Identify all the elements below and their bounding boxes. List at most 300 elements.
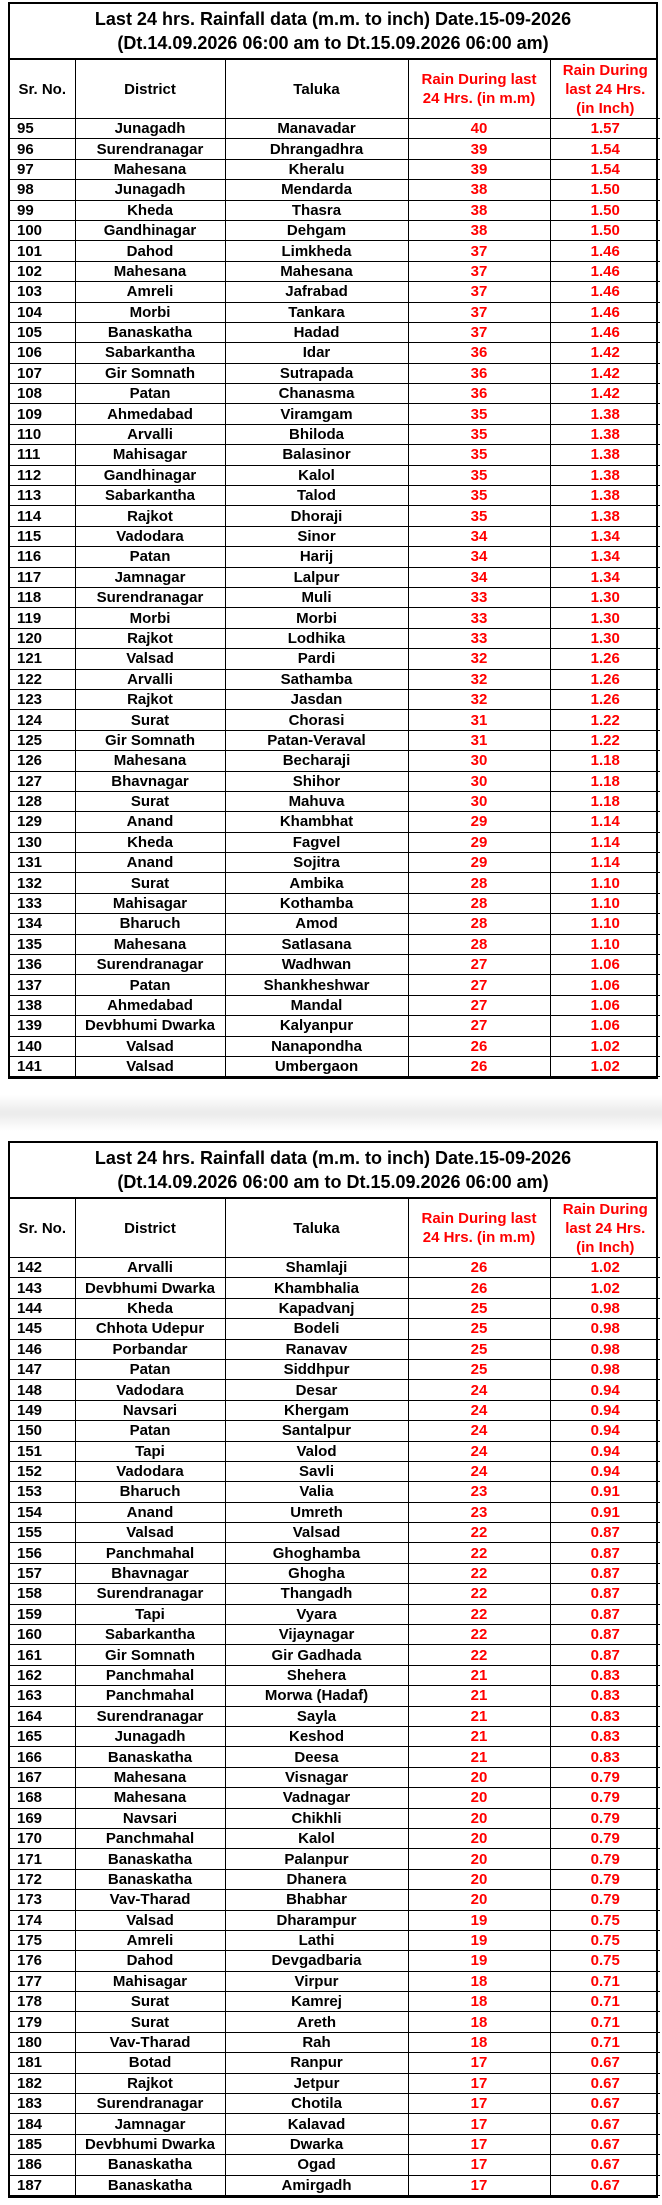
table-row xyxy=(10,1910,660,1930)
header-district: District xyxy=(75,1199,225,1258)
cell-district: Sabarkantha xyxy=(75,343,225,363)
table-row xyxy=(10,1056,660,1076)
cell-sr-no: 164 xyxy=(10,1706,75,1726)
cell-district: Banaskatha xyxy=(75,322,225,342)
table-row xyxy=(10,730,660,750)
cell-rain-mm: 37 xyxy=(408,322,550,342)
cell-sr-no: 160 xyxy=(10,1625,75,1645)
cell-rain-inch: 1.26 xyxy=(550,669,660,689)
cell-district: Surendranagar xyxy=(75,2094,225,2114)
table-row xyxy=(10,1665,660,1685)
cell-district: Panchmahal xyxy=(75,1665,225,1685)
cell-district: Vav-Tharad xyxy=(75,2032,225,2052)
cell-sr-no: 134 xyxy=(10,914,75,934)
cell-rain-inch: 1.10 xyxy=(550,893,660,913)
cell-sr-no: 147 xyxy=(10,1359,75,1379)
table-row xyxy=(10,1767,660,1787)
cell-rain-mm: 20 xyxy=(408,1788,550,1808)
cell-district: Panchmahal xyxy=(75,1543,225,1563)
cell-rain-mm: 27 xyxy=(408,1016,550,1036)
cell-taluka: Ogad xyxy=(225,2155,408,2175)
cell-sr-no: 171 xyxy=(10,1849,75,1869)
cell-district: Valsad xyxy=(75,1056,225,1076)
cell-sr-no: 120 xyxy=(10,628,75,648)
cell-rain-inch: 1.06 xyxy=(550,1016,660,1036)
cell-rain-mm: 30 xyxy=(408,751,550,771)
cell-sr-no: 179 xyxy=(10,2012,75,2032)
cell-sr-no: 114 xyxy=(10,506,75,526)
cell-rain-mm: 24 xyxy=(408,1461,550,1481)
cell-rain-inch: 1.34 xyxy=(550,547,660,567)
cell-rain-mm: 24 xyxy=(408,1441,550,1461)
cell-rain-inch: 1.54 xyxy=(550,139,660,159)
cell-taluka: Manavadar xyxy=(225,119,408,139)
table-row xyxy=(10,2094,660,2114)
cell-rain-inch: 0.94 xyxy=(550,1441,660,1461)
cell-rain-inch: 0.87 xyxy=(550,1563,660,1583)
report-title xyxy=(10,1143,656,1199)
cell-district: Anand xyxy=(75,853,225,873)
cell-taluka: Fagvel xyxy=(225,832,408,852)
table-row xyxy=(10,853,660,873)
cell-sr-no: 183 xyxy=(10,2094,75,2114)
cell-taluka: Kalavad xyxy=(225,2114,408,2134)
cell-rain-mm: 18 xyxy=(408,2032,550,2052)
header-sr-no: Sr. No. xyxy=(10,60,75,119)
cell-taluka: Khambhat xyxy=(225,812,408,832)
cell-rain-mm: 19 xyxy=(408,1951,550,1971)
cell-rain-inch: 0.83 xyxy=(550,1665,660,1685)
cell-rain-inch: 0.79 xyxy=(550,1828,660,1848)
cell-district: Banaskatha xyxy=(75,2175,225,2195)
table-row xyxy=(10,261,660,281)
table-row xyxy=(10,241,660,261)
cell-taluka: Idar xyxy=(225,343,408,363)
cell-rain-mm: 17 xyxy=(408,2175,550,2195)
cell-rain-inch: 0.87 xyxy=(550,1523,660,1543)
cell-sr-no: 180 xyxy=(10,2032,75,2052)
cell-district: Mahesana xyxy=(75,1788,225,1808)
cell-rain-inch: 1.42 xyxy=(550,343,660,363)
cell-taluka: Shehera xyxy=(225,1665,408,1685)
cell-district: Surendranagar xyxy=(75,955,225,975)
cell-rain-inch: 0.91 xyxy=(550,1502,660,1522)
rainfall-sheet-page-1 xyxy=(8,2,658,1079)
cell-rain-mm: 18 xyxy=(408,1992,550,2012)
cell-district: Vadodara xyxy=(75,526,225,546)
cell-sr-no: 161 xyxy=(10,1645,75,1665)
cell-district: Mahesana xyxy=(75,751,225,771)
table-row xyxy=(10,669,660,689)
table-row xyxy=(10,2134,660,2154)
table-row xyxy=(10,1016,660,1036)
cell-rain-inch: 0.79 xyxy=(550,1869,660,1889)
table-row xyxy=(10,424,660,444)
cell-rain-mm: 28 xyxy=(408,934,550,954)
cell-sr-no: 128 xyxy=(10,791,75,811)
table-row xyxy=(10,1625,660,1645)
cell-sr-no: 140 xyxy=(10,1036,75,1056)
cell-district: Arvalli xyxy=(75,424,225,444)
cell-rain-inch: 1.30 xyxy=(550,587,660,607)
cell-rain-mm: 22 xyxy=(408,1523,550,1543)
table-row xyxy=(10,1971,660,1991)
table-row xyxy=(10,1258,660,1278)
cell-rain-mm: 26 xyxy=(408,1278,550,1298)
cell-rain-mm: 20 xyxy=(408,1808,550,1828)
cell-sr-no: 99 xyxy=(10,200,75,220)
cell-taluka: Vadnagar xyxy=(225,1788,408,1808)
cell-sr-no: 168 xyxy=(10,1788,75,1808)
cell-district: Morbi xyxy=(75,302,225,322)
cell-sr-no: 167 xyxy=(10,1767,75,1787)
cell-sr-no: 131 xyxy=(10,853,75,873)
cell-district: Rajkot xyxy=(75,2073,225,2093)
cell-taluka: Chorasi xyxy=(225,710,408,730)
cell-rain-inch: 1.02 xyxy=(550,1258,660,1278)
cell-taluka: Dharampur xyxy=(225,1910,408,1930)
table-row xyxy=(10,587,660,607)
cell-taluka: Satlasana xyxy=(225,934,408,954)
cell-sr-no: 101 xyxy=(10,241,75,261)
cell-sr-no: 152 xyxy=(10,1461,75,1481)
cell-rain-mm: 23 xyxy=(408,1482,550,1502)
cell-rain-mm: 38 xyxy=(408,200,550,220)
cell-sr-no: 143 xyxy=(10,1278,75,1298)
cell-sr-no: 109 xyxy=(10,404,75,424)
cell-rain-inch: 1.46 xyxy=(550,282,660,302)
cell-sr-no: 157 xyxy=(10,1563,75,1583)
cell-rain-mm: 33 xyxy=(408,628,550,648)
cell-rain-inch: 1.22 xyxy=(550,730,660,750)
cell-taluka: Bhabhar xyxy=(225,1890,408,1910)
cell-taluka: Sutrapada xyxy=(225,363,408,383)
cell-taluka: Ranpur xyxy=(225,2053,408,2073)
header-district: District xyxy=(75,60,225,119)
cell-taluka: Palanpur xyxy=(225,1849,408,1869)
cell-sr-no: 176 xyxy=(10,1951,75,1971)
cell-taluka: Kalol xyxy=(225,1828,408,1848)
cell-district: Ahmedabad xyxy=(75,404,225,424)
table-row xyxy=(10,506,660,526)
cell-rain-inch: 1.46 xyxy=(550,261,660,281)
table-row xyxy=(10,282,660,302)
cell-sr-no: 137 xyxy=(10,975,75,995)
cell-sr-no: 133 xyxy=(10,893,75,913)
cell-taluka: Siddhpur xyxy=(225,1359,408,1379)
cell-district: Patan xyxy=(75,1359,225,1379)
table-row xyxy=(10,751,660,771)
cell-district: Rajkot xyxy=(75,628,225,648)
cell-rain-inch: 0.67 xyxy=(550,2155,660,2175)
cell-rain-mm: 29 xyxy=(408,812,550,832)
cell-sr-no: 130 xyxy=(10,832,75,852)
cell-taluka: Jafrabad xyxy=(225,282,408,302)
cell-sr-no: 136 xyxy=(10,955,75,975)
table-row xyxy=(10,914,660,934)
cell-sr-no: 166 xyxy=(10,1747,75,1767)
cell-rain-mm: 19 xyxy=(408,1910,550,1930)
cell-taluka: Dhanera xyxy=(225,1869,408,1889)
cell-rain-inch: 0.94 xyxy=(550,1400,660,1420)
cell-rain-inch: 0.94 xyxy=(550,1421,660,1441)
cell-taluka: Valsad xyxy=(225,1523,408,1543)
cell-sr-no: 170 xyxy=(10,1828,75,1848)
cell-district: Bharuch xyxy=(75,914,225,934)
cell-rain-inch: 1.14 xyxy=(550,853,660,873)
cell-district: Patan xyxy=(75,384,225,404)
cell-sr-no: 151 xyxy=(10,1441,75,1461)
cell-rain-inch: 0.71 xyxy=(550,2032,660,2052)
cell-taluka: Kothamba xyxy=(225,893,408,913)
cell-sr-no: 103 xyxy=(10,282,75,302)
cell-district: Banaskatha xyxy=(75,2155,225,2175)
table-row xyxy=(10,2073,660,2093)
cell-taluka: Mahesana xyxy=(225,261,408,281)
cell-rain-inch: 1.46 xyxy=(550,322,660,342)
table-row xyxy=(10,955,660,975)
cell-sr-no: 175 xyxy=(10,1930,75,1950)
cell-rain-mm: 22 xyxy=(408,1625,550,1645)
cell-taluka: Chanasma xyxy=(225,384,408,404)
cell-rain-mm: 26 xyxy=(408,1258,550,1278)
table-row xyxy=(10,2155,660,2175)
cell-taluka: Mendarda xyxy=(225,180,408,200)
table-row xyxy=(10,1421,660,1441)
cell-rain-mm: 20 xyxy=(408,1849,550,1869)
cell-rain-inch: 1.18 xyxy=(550,771,660,791)
table-row xyxy=(10,995,660,1015)
cell-taluka: Thasra xyxy=(225,200,408,220)
cell-sr-no: 100 xyxy=(10,220,75,240)
report-title-line1: Last 24 hrs. Rainfall data (m.m. to inch) Date.15-09-2026 xyxy=(94,9,572,29)
cell-district: Tapi xyxy=(75,1441,225,1461)
cell-sr-no: 122 xyxy=(10,669,75,689)
cell-district: Ahmedabad xyxy=(75,995,225,1015)
table-row xyxy=(10,1278,660,1298)
cell-rain-mm: 20 xyxy=(408,1890,550,1910)
cell-district: Valsad xyxy=(75,1523,225,1543)
cell-sr-no: 154 xyxy=(10,1502,75,1522)
cell-rain-inch: 1.38 xyxy=(550,445,660,465)
cell-rain-inch: 0.79 xyxy=(550,1849,660,1869)
table-row xyxy=(10,465,660,485)
cell-district: Gir Somnath xyxy=(75,1645,225,1665)
cell-rain-inch: 0.71 xyxy=(550,1971,660,1991)
cell-rain-inch: 1.38 xyxy=(550,404,660,424)
cell-taluka: Jetpur xyxy=(225,2073,408,2093)
table-row xyxy=(10,220,660,240)
report-title-line2: (Dt.14.09.2026 06:00 am to Dt.15.09.2026 06:00 am) xyxy=(117,33,549,53)
cell-sr-no: 125 xyxy=(10,730,75,750)
cell-district: Junagadh xyxy=(75,1726,225,1746)
cell-taluka: Kapadvanj xyxy=(225,1298,408,1318)
table-row xyxy=(10,2012,660,2032)
cell-district: Surat xyxy=(75,1992,225,2012)
table-row xyxy=(10,893,660,913)
cell-sr-no: 186 xyxy=(10,2155,75,2175)
cell-district: Gir Somnath xyxy=(75,730,225,750)
cell-district: Rajkot xyxy=(75,689,225,709)
cell-rain-inch: 0.83 xyxy=(550,1726,660,1746)
table-row xyxy=(10,526,660,546)
cell-rain-mm: 21 xyxy=(408,1665,550,1685)
cell-rain-inch: 1.06 xyxy=(550,995,660,1015)
cell-district: Porbandar xyxy=(75,1339,225,1359)
cell-taluka: Kamrej xyxy=(225,1992,408,2012)
cell-rain-mm: 32 xyxy=(408,669,550,689)
cell-rain-mm: 25 xyxy=(408,1359,550,1379)
cell-rain-mm: 36 xyxy=(408,343,550,363)
cell-rain-mm: 25 xyxy=(408,1339,550,1359)
table-row xyxy=(10,608,660,628)
cell-taluka: Amod xyxy=(225,914,408,934)
cell-rain-mm: 21 xyxy=(408,1726,550,1746)
cell-district: Surendranagar xyxy=(75,139,225,159)
cell-district: Mahisagar xyxy=(75,893,225,913)
cell-district: Rajkot xyxy=(75,506,225,526)
table-row xyxy=(10,1849,660,1869)
cell-sr-no: 182 xyxy=(10,2073,75,2093)
table-row xyxy=(10,1890,660,1910)
cell-rain-inch: 1.10 xyxy=(550,914,660,934)
table-row xyxy=(10,1380,660,1400)
cell-rain-mm: 24 xyxy=(408,1421,550,1441)
cell-rain-mm: 30 xyxy=(408,771,550,791)
cell-sr-no: 113 xyxy=(10,486,75,506)
cell-rain-mm: 32 xyxy=(408,649,550,669)
cell-rain-mm: 34 xyxy=(408,526,550,546)
cell-rain-mm: 28 xyxy=(408,873,550,893)
cell-taluka: Shamlaji xyxy=(225,1258,408,1278)
cell-district: Jamnagar xyxy=(75,2114,225,2134)
table-row xyxy=(10,363,660,383)
cell-taluka: Khergam xyxy=(225,1400,408,1420)
cell-rain-inch: 1.46 xyxy=(550,241,660,261)
cell-sr-no: 127 xyxy=(10,771,75,791)
report-title-line2: (Dt.14.09.2026 06:00 am to Dt.15.09.2026 06:00 am) xyxy=(117,1172,549,1192)
cell-rain-mm: 35 xyxy=(408,486,550,506)
cell-district: Dahod xyxy=(75,1951,225,1971)
table-row xyxy=(10,1298,660,1318)
table-row xyxy=(10,1788,660,1808)
cell-rain-mm: 35 xyxy=(408,506,550,526)
cell-sr-no: 148 xyxy=(10,1380,75,1400)
cell-rain-mm: 21 xyxy=(408,1747,550,1767)
cell-rain-mm: 39 xyxy=(408,139,550,159)
cell-district: Panchmahal xyxy=(75,1686,225,1706)
cell-rain-mm: 21 xyxy=(408,1706,550,1726)
cell-sr-no: 149 xyxy=(10,1400,75,1420)
cell-sr-no: 174 xyxy=(10,1910,75,1930)
cell-sr-no: 172 xyxy=(10,1869,75,1889)
cell-district: Panchmahal xyxy=(75,1828,225,1848)
cell-rain-mm: 26 xyxy=(408,1036,550,1056)
cell-rain-inch: 0.87 xyxy=(550,1604,660,1624)
cell-rain-inch: 1.22 xyxy=(550,710,660,730)
cell-rain-inch: 0.75 xyxy=(550,1930,660,1950)
cell-rain-mm: 33 xyxy=(408,608,550,628)
cell-district: Valsad xyxy=(75,649,225,669)
cell-district: Tapi xyxy=(75,1604,225,1624)
table-row xyxy=(10,302,660,322)
cell-taluka: Jasdan xyxy=(225,689,408,709)
cell-rain-mm: 22 xyxy=(408,1604,550,1624)
table-row xyxy=(10,649,660,669)
cell-sr-no: 121 xyxy=(10,649,75,669)
table-row xyxy=(10,1808,660,1828)
cell-rain-inch: 1.26 xyxy=(550,689,660,709)
cell-rain-mm: 18 xyxy=(408,1971,550,1991)
rainfall-table xyxy=(10,60,660,1077)
cell-district: Valsad xyxy=(75,1910,225,1930)
cell-district: Jamnagar xyxy=(75,567,225,587)
cell-sr-no: 184 xyxy=(10,2114,75,2134)
cell-sr-no: 178 xyxy=(10,1992,75,2012)
rainfall-sheet-page-2 xyxy=(8,1141,658,2198)
table-row xyxy=(10,1461,660,1481)
cell-sr-no: 117 xyxy=(10,567,75,587)
cell-taluka: Visnagar xyxy=(225,1767,408,1787)
page-separator xyxy=(0,1095,662,1131)
cell-rain-inch: 0.87 xyxy=(550,1625,660,1645)
cell-taluka: Dhrangadhra xyxy=(225,139,408,159)
cell-taluka: Santalpur xyxy=(225,1421,408,1441)
cell-district: Amreli xyxy=(75,1930,225,1950)
rainfall-table xyxy=(10,1199,660,2196)
cell-rain-inch: 0.67 xyxy=(550,2114,660,2134)
cell-taluka: Sinor xyxy=(225,526,408,546)
cell-rain-mm: 21 xyxy=(408,1686,550,1706)
cell-sr-no: 105 xyxy=(10,322,75,342)
table-row xyxy=(10,628,660,648)
cell-rain-mm: 19 xyxy=(408,1930,550,1950)
cell-district: Patan xyxy=(75,1421,225,1441)
table-row xyxy=(10,1951,660,1971)
cell-sr-no: 146 xyxy=(10,1339,75,1359)
cell-taluka: Ambika xyxy=(225,873,408,893)
cell-rain-inch: 1.30 xyxy=(550,628,660,648)
table-row xyxy=(10,873,660,893)
cell-taluka: Pardi xyxy=(225,649,408,669)
cell-taluka: Ranavav xyxy=(225,1339,408,1359)
cell-rain-mm: 29 xyxy=(408,853,550,873)
cell-rain-mm: 37 xyxy=(408,241,550,261)
table-row xyxy=(10,975,660,995)
cell-rain-mm: 25 xyxy=(408,1319,550,1339)
cell-taluka: Hadad xyxy=(225,322,408,342)
cell-district: Bhavnagar xyxy=(75,771,225,791)
cell-district: Banaskatha xyxy=(75,1869,225,1889)
cell-rain-mm: 35 xyxy=(408,445,550,465)
table-row xyxy=(10,486,660,506)
table-row xyxy=(10,404,660,424)
table-row xyxy=(10,832,660,852)
cell-sr-no: 126 xyxy=(10,751,75,771)
table-row xyxy=(10,1359,660,1379)
cell-rain-inch: 0.67 xyxy=(550,2175,660,2195)
cell-taluka: Ghogha xyxy=(225,1563,408,1583)
cell-taluka: Vyara xyxy=(225,1604,408,1624)
cell-rain-mm: 22 xyxy=(408,1584,550,1604)
cell-rain-inch: 0.87 xyxy=(550,1543,660,1563)
cell-rain-inch: 1.02 xyxy=(550,1056,660,1076)
cell-rain-mm: 28 xyxy=(408,893,550,913)
cell-district: Valsad xyxy=(75,1036,225,1056)
table-row xyxy=(10,1992,660,2012)
cell-taluka: Becharaji xyxy=(225,751,408,771)
table-row xyxy=(10,1482,660,1502)
